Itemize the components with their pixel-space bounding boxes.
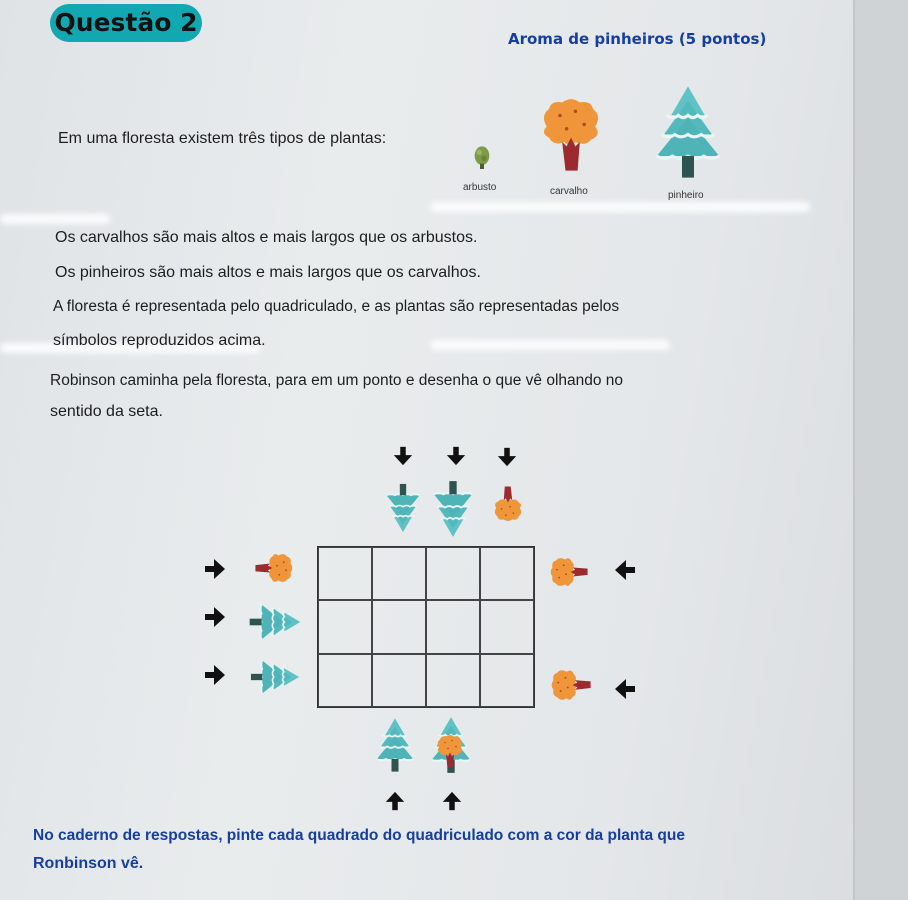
pine-icon	[374, 713, 416, 777]
paragraph-3-line-2: símbolos reproduzidos acima.	[53, 332, 266, 349]
arrow-up-icon	[441, 790, 463, 812]
arrow-right-icon	[203, 605, 227, 629]
pine-icon	[384, 476, 422, 540]
intro-text: Em uma floresta existem três tipos de plantas:	[58, 130, 387, 147]
glare	[430, 340, 670, 350]
arrow-left-icon	[613, 558, 637, 582]
paragraph-1: Os carvalhos são mais altos e mais largos que os arbustos.	[55, 229, 478, 246]
instruction-line-2: Ronbinson vê.	[33, 855, 144, 872]
oak-icon	[492, 482, 524, 524]
oak-icon	[538, 98, 604, 175]
paragraph-4-line-1: Robinson caminha pela floresta, para em um ponto e desenha o que vê olhando no	[50, 372, 624, 389]
question-subtitle: Aroma de pinheiros (5 pontos)	[508, 30, 767, 48]
arrow-left-icon	[613, 677, 637, 701]
oak-icon	[550, 555, 590, 589]
grid-cell	[318, 547, 372, 600]
pine-icon	[431, 476, 475, 542]
arrow-down-icon	[392, 445, 414, 467]
legend-label-pine: pinheiro	[668, 190, 704, 201]
arrow-right-icon	[203, 557, 227, 581]
instruction-line-1: No caderno de respostas, pinte cada quadrado do quadriculado com a cor da planta que	[33, 827, 685, 844]
paragraph-3-line-1: A floresta é representada pelo quadriculado, e as plantas são representadas pelos	[53, 298, 620, 315]
grid-cell	[318, 600, 372, 653]
grid-cell	[426, 600, 480, 653]
legend-label-shrub: arbusto	[463, 182, 497, 193]
pine-icon	[245, 658, 305, 696]
paragraph-4-line-2: sentido da seta.	[50, 403, 163, 420]
glare	[0, 214, 110, 224]
grid-cell	[372, 547, 426, 600]
oak-icon	[435, 734, 465, 770]
arrow-down-icon	[445, 445, 467, 467]
glare	[430, 202, 810, 212]
grid-cell	[426, 547, 480, 600]
grid-cell	[480, 654, 534, 707]
arrow-right-icon	[203, 663, 227, 687]
oak-icon	[547, 667, 597, 703]
legend-label-oak: carvalho	[550, 186, 588, 197]
forest-grid	[317, 546, 535, 708]
grid-cell	[480, 547, 534, 600]
grid-cell	[426, 654, 480, 707]
grid-cell	[372, 654, 426, 707]
arrow-up-icon	[384, 790, 406, 812]
grid-cell	[372, 600, 426, 653]
grid-cell	[318, 654, 372, 707]
shrub-icon	[472, 143, 492, 171]
pine-icon	[245, 602, 305, 642]
grid-cell	[480, 600, 534, 653]
paragraph-2: Os pinheiros são mais altos e mais largos que os carvalhos.	[55, 264, 481, 281]
background-strip	[855, 0, 908, 900]
question-badge: Questão 2	[50, 4, 202, 42]
pine-icon	[652, 84, 724, 180]
oak-icon	[253, 551, 293, 585]
arrow-down-icon	[496, 446, 518, 468]
